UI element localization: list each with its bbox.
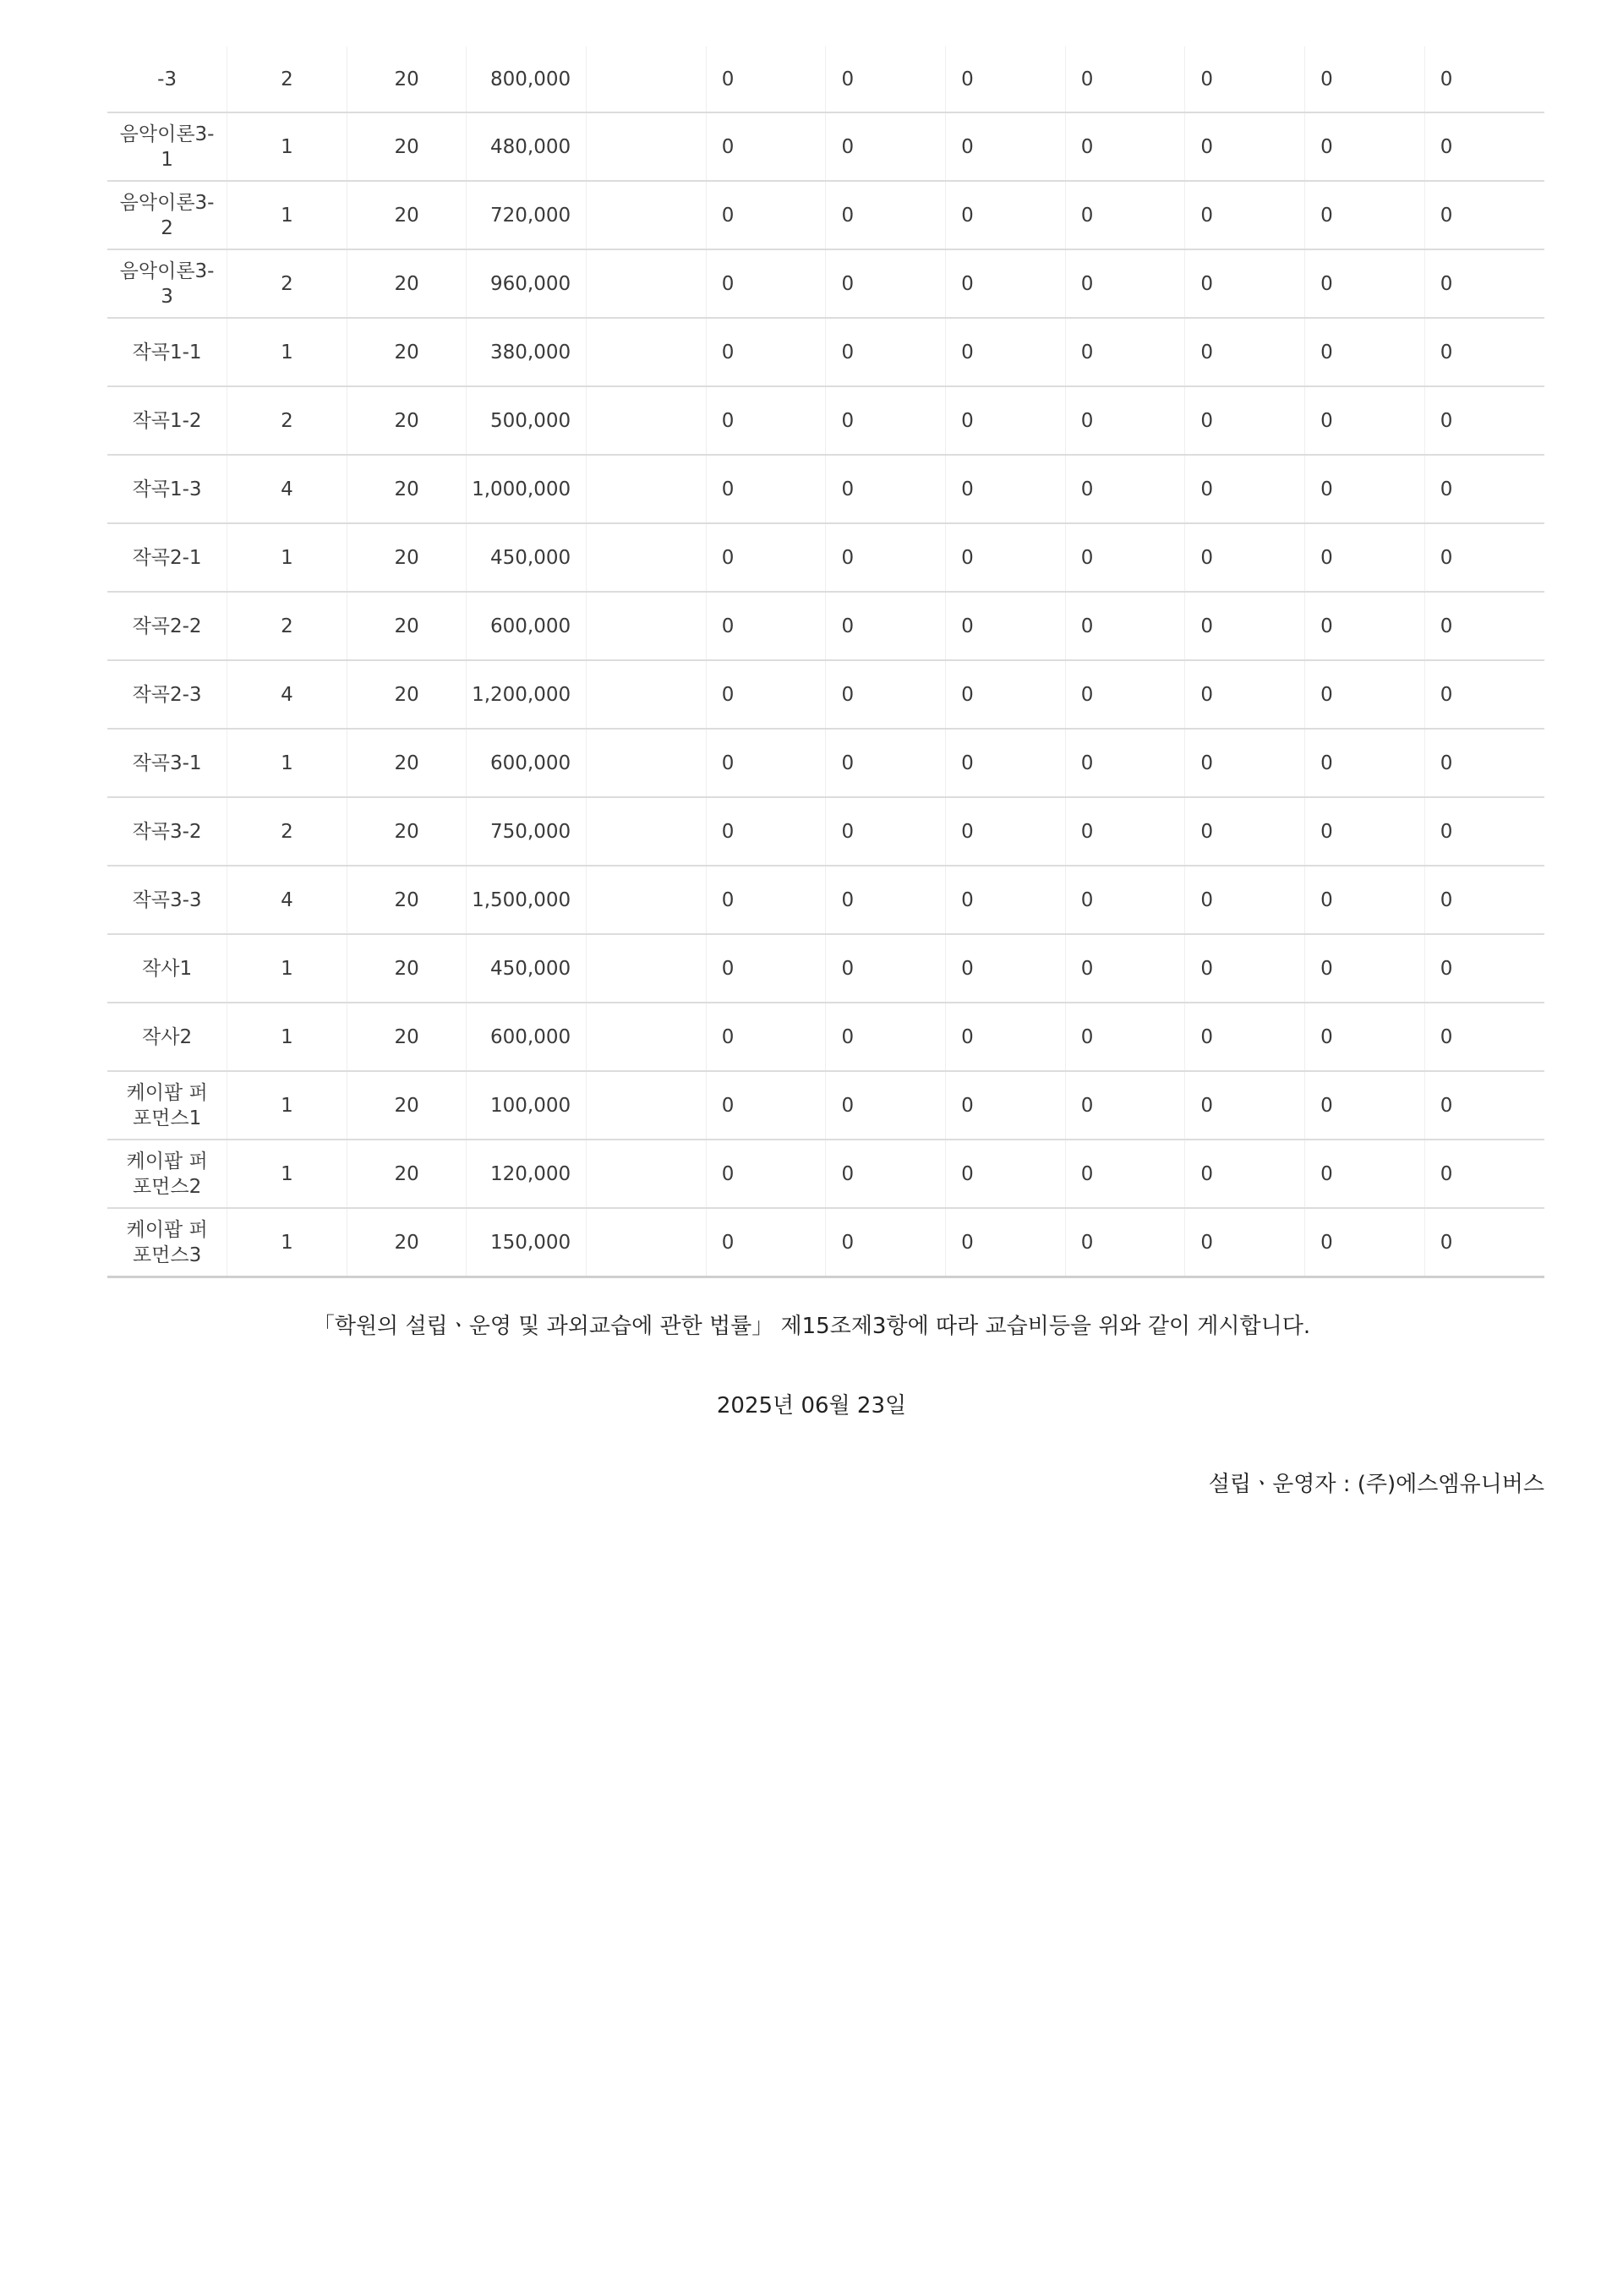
minutes-cell: 20 [347,386,467,455]
other-fee-cell: 0 [1185,46,1305,112]
other-fee-cell: 0 [1305,1140,1425,1208]
other-fee-cell: 0 [1424,523,1544,592]
other-fee-cell: 0 [706,797,826,866]
period-cell: 2 [227,386,347,455]
other-fee-cell: 0 [946,729,1066,797]
operator-name: 설립ㆍ운영자 : (주)에스엠유니버스 [1208,1472,1544,1497]
other-fee-cell: 0 [1424,729,1544,797]
other-fee-cell: 0 [1305,592,1425,660]
other-fee-cell: 0 [1424,866,1544,934]
table-row [107,523,1544,592]
other-fee-cell: 0 [946,46,1066,112]
empty-cell [587,455,707,523]
other-fee-cell: 0 [706,866,826,934]
period-cell: 1 [227,1071,347,1140]
other-fee-cell: 0 [826,866,946,934]
other-fee-cell: 0 [1424,1208,1544,1277]
other-fee-cell: 0 [1185,1003,1305,1071]
empty-cell [587,592,707,660]
other-fee-cell: 0 [1185,729,1305,797]
tuition-fee-cell: 720,000 [467,181,587,249]
empty-cell [587,866,707,934]
minutes-cell: 20 [347,592,467,660]
empty-cell [587,1208,707,1277]
other-fee-cell: 0 [1305,181,1425,249]
other-fee-cell: 0 [706,455,826,523]
other-fee-cell: 0 [1185,1071,1305,1140]
course-name-cell: 작사2 [107,1003,227,1071]
other-fee-cell: 0 [1185,660,1305,729]
other-fee-cell: 0 [826,386,946,455]
other-fee-cell: 0 [1065,934,1185,1003]
tuition-fee-cell: 960,000 [467,249,587,318]
other-fee-cell: 0 [1065,249,1185,318]
other-fee-cell: 0 [1305,318,1425,386]
tuition-fee-cell: 150,000 [467,1208,587,1277]
other-fee-cell: 0 [1424,46,1544,112]
other-fee-cell: 0 [1185,112,1305,181]
empty-cell [587,112,707,181]
other-fee-cell: 0 [706,1071,826,1140]
other-fee-cell: 0 [1065,112,1185,181]
minutes-cell: 20 [347,934,467,1003]
other-fee-cell: 0 [1424,934,1544,1003]
tuition-fee-cell: 450,000 [467,934,587,1003]
empty-cell [587,729,707,797]
other-fee-cell: 0 [1185,181,1305,249]
other-fee-cell: 0 [706,1140,826,1208]
tuition-fee-cell: 750,000 [467,797,587,866]
minutes-cell: 20 [347,112,467,181]
table-row [107,729,1544,797]
other-fee-cell: 0 [1305,1208,1425,1277]
other-fee-cell: 0 [946,934,1066,1003]
other-fee-cell: 0 [706,729,826,797]
other-fee-cell: 0 [946,455,1066,523]
tuition-fee-cell: 1,500,000 [467,866,587,934]
minutes-cell: 20 [347,455,467,523]
other-fee-cell: 0 [1424,249,1544,318]
other-fee-cell: 0 [826,797,946,866]
other-fee-cell: 0 [1305,249,1425,318]
course-name-cell: 작곡2-2 [107,592,227,660]
other-fee-cell: 0 [1424,660,1544,729]
other-fee-cell: 0 [706,112,826,181]
tuition-fee-cell: 800,000 [467,46,587,112]
other-fee-cell: 0 [1065,797,1185,866]
other-fee-cell: 0 [1185,592,1305,660]
table-row [107,46,1544,112]
other-fee-cell: 0 [1424,318,1544,386]
other-fee-cell: 0 [1065,1140,1185,1208]
other-fee-cell: 0 [1185,318,1305,386]
other-fee-cell: 0 [706,318,826,386]
other-fee-cell: 0 [1305,797,1425,866]
other-fee-cell: 0 [946,797,1066,866]
other-fee-cell: 0 [1185,797,1305,866]
course-name-cell: 음악이론3-1 [107,112,227,181]
tuition-fee-table-body [107,46,1544,1277]
empty-cell [587,1003,707,1071]
other-fee-cell: 0 [1305,729,1425,797]
empty-cell [587,386,707,455]
other-fee-cell: 0 [706,46,826,112]
other-fee-cell: 0 [1065,592,1185,660]
other-fee-cell: 0 [1065,1071,1185,1140]
other-fee-cell: 0 [1424,592,1544,660]
other-fee-cell: 0 [946,866,1066,934]
other-fee-cell: 0 [1185,386,1305,455]
course-name-cell: -3 [107,46,227,112]
table-row [107,1003,1544,1071]
empty-cell [587,660,707,729]
table-row [107,797,1544,866]
period-cell: 2 [227,797,347,866]
other-fee-cell: 0 [1185,455,1305,523]
course-name-cell: 음악이론3-3 [107,249,227,318]
empty-cell [587,249,707,318]
period-cell: 1 [227,112,347,181]
tuition-fee-cell: 600,000 [467,1003,587,1071]
other-fee-cell: 0 [1305,46,1425,112]
period-cell: 2 [227,46,347,112]
other-fee-cell: 0 [706,1003,826,1071]
other-fee-cell: 0 [946,318,1066,386]
table-row [107,1208,1544,1277]
other-fee-cell: 0 [946,523,1066,592]
other-fee-cell: 0 [826,1071,946,1140]
period-cell: 1 [227,181,347,249]
course-name-cell: 작곡1-2 [107,386,227,455]
other-fee-cell: 0 [1305,934,1425,1003]
table-row [107,866,1544,934]
other-fee-cell: 0 [1065,729,1185,797]
period-cell: 4 [227,660,347,729]
other-fee-cell: 0 [1424,386,1544,455]
course-name-cell: 케이팝 퍼포먼스3 [107,1208,227,1277]
course-name-cell: 작곡2-3 [107,660,227,729]
other-fee-cell: 0 [1065,660,1185,729]
course-name-cell: 작곡1-3 [107,455,227,523]
other-fee-cell: 0 [946,386,1066,455]
period-cell: 2 [227,249,347,318]
other-fee-cell: 0 [826,934,946,1003]
period-cell: 1 [227,934,347,1003]
other-fee-cell: 0 [706,249,826,318]
course-name-cell: 케이팝 퍼포먼스2 [107,1140,227,1208]
other-fee-cell: 0 [1424,181,1544,249]
other-fee-cell: 0 [946,660,1066,729]
minutes-cell: 20 [347,1003,467,1071]
other-fee-cell: 0 [826,318,946,386]
other-fee-cell: 0 [1305,866,1425,934]
other-fee-cell: 0 [826,729,946,797]
other-fee-cell: 0 [1424,1071,1544,1140]
other-fee-cell: 0 [1424,1140,1544,1208]
other-fee-cell: 0 [946,1208,1066,1277]
period-cell: 1 [227,1003,347,1071]
tuition-fee-cell: 480,000 [467,112,587,181]
other-fee-cell: 0 [1065,386,1185,455]
other-fee-cell: 0 [826,181,946,249]
minutes-cell: 20 [347,181,467,249]
course-name-cell: 작곡1-1 [107,318,227,386]
course-name-cell: 케이팝 퍼포먼스1 [107,1071,227,1140]
other-fee-cell: 0 [1305,1003,1425,1071]
other-fee-cell: 0 [706,181,826,249]
other-fee-cell: 0 [1065,1003,1185,1071]
other-fee-cell: 0 [1185,1208,1305,1277]
other-fee-cell: 0 [826,592,946,660]
other-fee-cell: 0 [946,1071,1066,1140]
minutes-cell: 20 [347,729,467,797]
other-fee-cell: 0 [826,46,946,112]
other-fee-cell: 0 [1305,523,1425,592]
minutes-cell: 20 [347,46,467,112]
other-fee-cell: 0 [1065,318,1185,386]
other-fee-cell: 0 [946,249,1066,318]
tuition-fee-cell: 1,200,000 [467,660,587,729]
table-row [107,1071,1544,1140]
table-row [107,455,1544,523]
minutes-cell: 20 [347,866,467,934]
table-row [107,934,1544,1003]
tuition-fee-cell: 600,000 [467,729,587,797]
period-cell: 1 [227,523,347,592]
tuition-fee-cell: 120,000 [467,1140,587,1208]
other-fee-cell: 0 [826,455,946,523]
tuition-fee-table [107,46,1544,1278]
other-fee-cell: 0 [826,1208,946,1277]
other-fee-cell: 0 [826,112,946,181]
course-name-cell: 작사1 [107,934,227,1003]
period-cell: 1 [227,1208,347,1277]
other-fee-cell: 0 [1185,1140,1305,1208]
other-fee-cell: 0 [946,181,1066,249]
other-fee-cell: 0 [1305,1071,1425,1140]
other-fee-cell: 0 [706,934,826,1003]
other-fee-cell: 0 [1424,797,1544,866]
minutes-cell: 20 [347,1208,467,1277]
minutes-cell: 20 [347,660,467,729]
tuition-fee-cell: 100,000 [467,1071,587,1140]
table-row [107,318,1544,386]
period-cell: 1 [227,729,347,797]
other-fee-cell: 0 [946,592,1066,660]
table-row [107,660,1544,729]
other-fee-cell: 0 [1065,1208,1185,1277]
other-fee-cell: 0 [826,1003,946,1071]
other-fee-cell: 0 [826,1140,946,1208]
table-row [107,1140,1544,1208]
other-fee-cell: 0 [826,249,946,318]
table-row [107,181,1544,249]
empty-cell [587,523,707,592]
course-name-cell: 작곡3-3 [107,866,227,934]
table-row [107,592,1544,660]
table-row [107,386,1544,455]
other-fee-cell: 0 [826,523,946,592]
other-fee-cell: 0 [706,592,826,660]
other-fee-cell: 0 [1185,523,1305,592]
other-fee-cell: 0 [1185,934,1305,1003]
other-fee-cell: 0 [826,660,946,729]
other-fee-cell: 0 [1185,866,1305,934]
period-cell: 4 [227,866,347,934]
other-fee-cell: 0 [706,660,826,729]
other-fee-cell: 0 [706,1208,826,1277]
minutes-cell: 20 [347,249,467,318]
table-row [107,249,1544,318]
other-fee-cell: 0 [706,386,826,455]
minutes-cell: 20 [347,797,467,866]
period-cell: 1 [227,1140,347,1208]
course-name-cell: 음악이론3-2 [107,181,227,249]
tuition-fee-cell: 500,000 [467,386,587,455]
tuition-fee-cell: 380,000 [467,318,587,386]
empty-cell [587,1071,707,1140]
other-fee-cell: 0 [1185,249,1305,318]
tuition-fee-cell: 1,000,000 [467,455,587,523]
other-fee-cell: 0 [1305,386,1425,455]
period-cell: 1 [227,318,347,386]
period-cell: 2 [227,592,347,660]
other-fee-cell: 0 [1424,455,1544,523]
other-fee-cell: 0 [946,1140,1066,1208]
minutes-cell: 20 [347,318,467,386]
empty-cell [587,46,707,112]
period-cell: 4 [227,455,347,523]
minutes-cell: 20 [347,523,467,592]
other-fee-cell: 0 [946,112,1066,181]
table-row [107,112,1544,181]
empty-cell [587,934,707,1003]
course-name-cell: 작곡3-2 [107,797,227,866]
other-fee-cell: 0 [1065,455,1185,523]
empty-cell [587,797,707,866]
other-fee-cell: 0 [946,1003,1066,1071]
tuition-fee-cell: 450,000 [467,523,587,592]
other-fee-cell: 0 [706,523,826,592]
other-fee-cell: 0 [1065,46,1185,112]
minutes-cell: 20 [347,1071,467,1140]
empty-cell [587,181,707,249]
other-fee-cell: 0 [1065,523,1185,592]
empty-cell [587,318,707,386]
empty-cell [587,1140,707,1208]
course-name-cell: 작곡2-1 [107,523,227,592]
other-fee-cell: 0 [1065,866,1185,934]
other-fee-cell: 0 [1305,660,1425,729]
other-fee-cell: 0 [1065,181,1185,249]
tuition-fee-cell: 600,000 [467,592,587,660]
other-fee-cell: 0 [1305,455,1425,523]
law-notice-text: 「학원의 설립ㆍ운영 및 과외교습에 관한 법률」 제15조제3항에 따라 교습비등을 위와 같이 게시합니다. [312,1314,1311,1339]
course-name-cell: 작곡3-1 [107,729,227,797]
other-fee-cell: 0 [1305,112,1425,181]
other-fee-cell: 0 [1424,1003,1544,1071]
minutes-cell: 20 [347,1140,467,1208]
posting-date: 2025년 06월 23일 [716,1393,907,1419]
other-fee-cell: 0 [1424,112,1544,181]
